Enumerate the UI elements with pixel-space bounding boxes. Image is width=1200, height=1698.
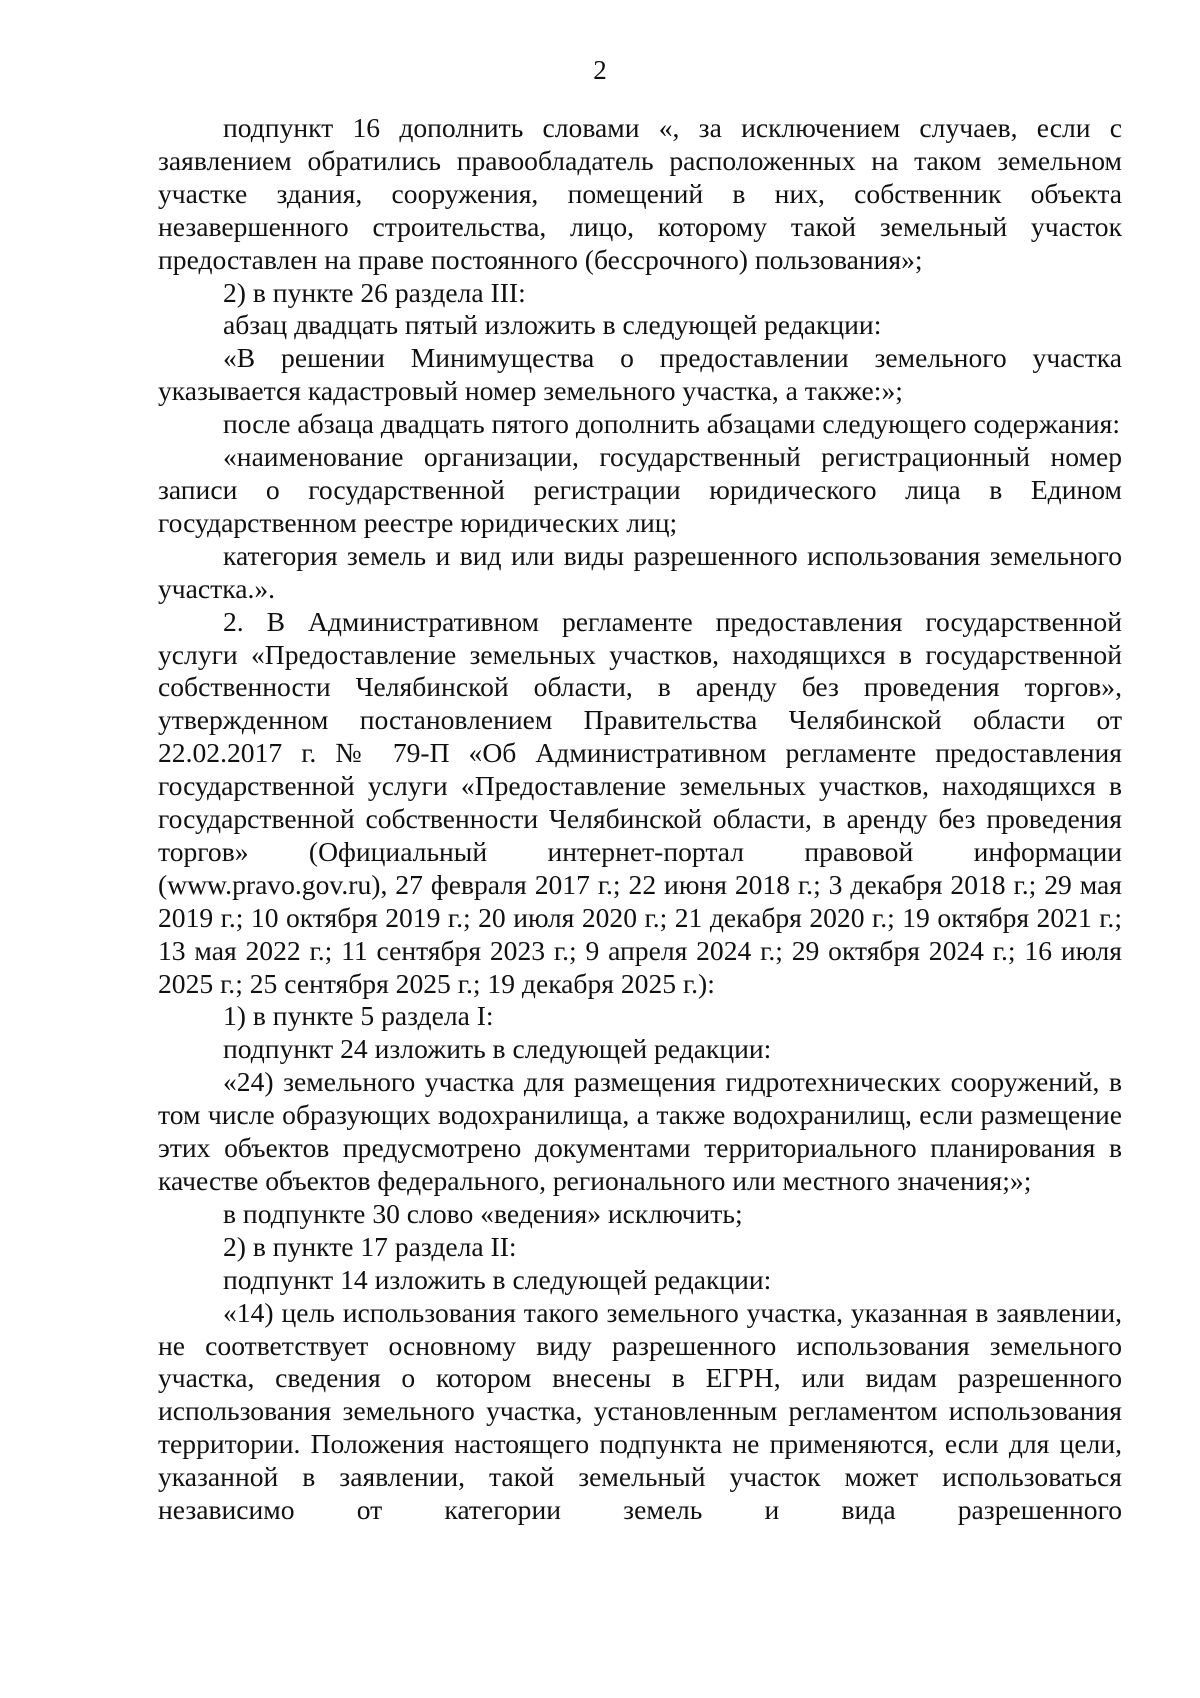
paragraph-item-26-section-3: 2) в пункте 26 раздела III: xyxy=(223,276,526,308)
paragraph-item-17-section-2: 2) в пункте 17 раздела II: xyxy=(223,1230,517,1262)
paragraph-subpoint-14-redaction: подпункт 14 изложить в следующей редакции: xyxy=(223,1263,772,1295)
paragraph-abzac-25-redaction: абзац двадцать пятый изложить в следующей редакции: xyxy=(223,309,882,341)
paragraph-decision-minimushchestvo: «В решении Минимущества о предоставлении земельного участка указывается кадастровый номер земельного участка, а также:»; xyxy=(158,342,1122,407)
paragraph-land-category: категория земель и вид или виды разрешенного использования земельного участка.». xyxy=(158,539,1122,604)
paragraph-subpoint-24-redaction: подпункт 24 изложить в следующей редакции: xyxy=(223,1033,772,1065)
page-number: 2 xyxy=(593,55,607,85)
paragraph-item-5-section-1: 1) в пункте 5 раздела I: xyxy=(223,1000,494,1032)
paragraph-administrative-regulation: 2. В Административном регламенте предоставления государственной услуги «Предоставление земельных участков, находящихся в государственной собственности Челябинской области, в аренду без проведения торгов», утвержденном постановлением Правительства Челябинской области от 22.02.2017 г. № 79-П «Об Административном регламенте предоставления государственной услуги «Предоставление земельных участков, находящихся в государственной собственности Челябинской области, в аренду без проведения торгов» (Официальный интернет-портал правовой информации (www.pravo.gov.ru), 27 февраля 2017 г.; 22 июня 2018 г.; 3 декабря 2018 г.; 29 мая 2019 г.; 10 октября 2019 г.; 20 июля 2020 г.; 21 декабря 2020 г.; 19 октября 2021 г.; 13 мая 2022 г.; 11 сентября 2023 г.; 9 апреля 2024 г.; 29 октября 2024 г.; 16 июля 2025 г.; 25 сентября 2025 г.; 19 декабря 2025 г.): xyxy=(158,605,1122,999)
paragraph-after-abzac-25: после абзаца двадцать пятого дополнить абзацами следующего содержания: xyxy=(223,408,1121,440)
paragraph-subpoint-30-exclusion: в подпункте 30 слово «ведения» исключить; xyxy=(223,1197,743,1229)
document-body xyxy=(158,112,1122,1527)
paragraph-subpoint-24-text: «24) земельного участка для размещения гидротехнических сооружений, в том числе образующих водохранилища, а также водохранилищ, если размещение этих объектов предусмотрено документами территориального планирования в качестве объектов федерального, регионального или местного значения;»; xyxy=(158,1066,1122,1196)
paragraph-organization-name: «наименование организации, государственный регистрационный номер записи о государственной регистрации юридического лица в Едином государственном реестре юридических лиц; xyxy=(158,441,1122,538)
paragraph-subpoint-16-amendment: подпункт 16 дополнить словами «, за исключением случаев, если с заявлением обратились правообладатель расположенных на таком земельном участке здания, сооружения, помещений в них, собственник объекта незавершенного строительства, лицо, которому такой земельный участок предоставлен на праве постоянного (бессрочного) пользования»; xyxy=(158,112,1122,275)
paragraph-subpoint-14-text: «14) цель использования такого земельного участка, указанная в заявлении, не соответствует основному виду разрешенного использования земельного участка, сведения о котором внесены в ЕГРН, или видам разрешенного использования земельного участка, установленным регламентом использования территории. Положения настоящего подпункта не применяются, если для цели, указанной в заявлении, такой земельный участок может использоваться независимо от категории земель и вида разрешенного xyxy=(158,1296,1122,1526)
